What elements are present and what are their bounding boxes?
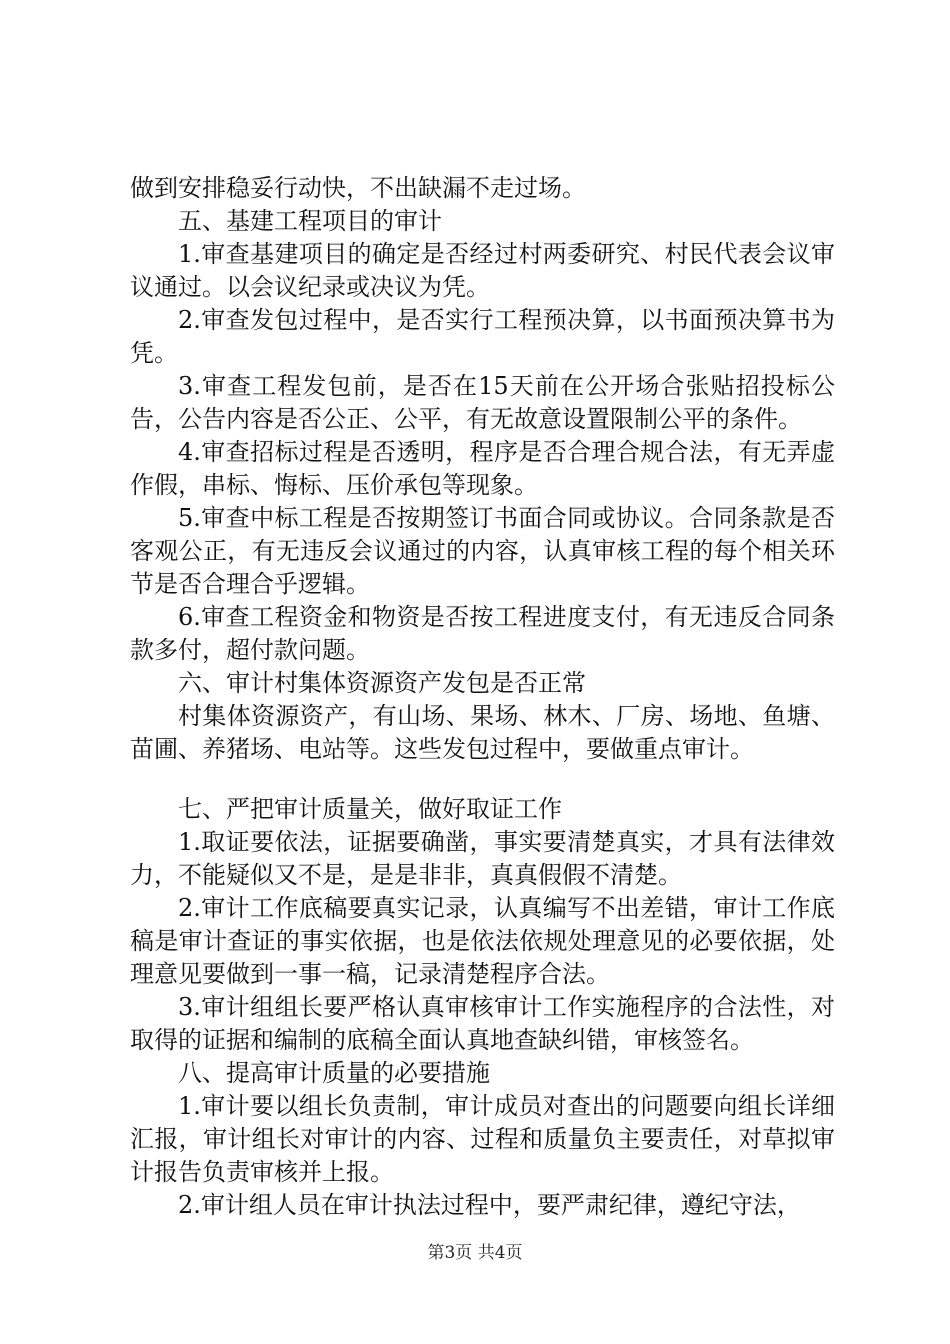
- paragraph-5-2: 2.审查发包过程中，是否实行工程预决算，以书面预决算书为凭。: [130, 306, 835, 367]
- paragraph-continuation: 做到安排稳妥行动快，不出缺漏不走过场。: [130, 174, 586, 202]
- paragraph-7-1: 1.取证要依法，证据要确凿，事实要清楚真实，才具有法律效力，不能疑似又不是，是是非非，真真假假不清楚。: [130, 828, 835, 889]
- paragraph-5-4: 4.审查招标过程是否透明，程序是否合理合规合法，有无弄虚作假，串标、悔标、压价承包等现象。: [130, 438, 835, 499]
- paragraph-8-2: 2.审计组人员在审计执法过程中，要严肃纪律，遵纪守法，: [178, 1191, 801, 1219]
- section-heading-7: 七、严把审计质量关，做好取证工作: [178, 795, 562, 823]
- paragraph-5-5: 5.审查中标工程是否按期签订书面合同或协议。合同条款是否客观公正，有无违反会议通过的内容，认真审核工程的每个相关环节是否合理合乎逻辑。: [130, 504, 835, 598]
- paragraph-7-2: 2.审计工作底稿要真实记录，认真编写不出差错，审计工作底稿是审计查证的事实依据，也是依法依规处理意见的必要依据，处理意见要做到一事一稿，记录清楚程序合法。: [130, 894, 835, 988]
- paragraph-7-3: 3.审计组组长要严格认真审核审计工作实施程序的合法性，对取得的证据和编制的底稿全面认真地查缺纠错，审核签名。: [130, 993, 835, 1054]
- section-heading-8: 八、提高审计质量的必要措施: [178, 1059, 490, 1087]
- paragraph-5-3: 3.审查工程发包前，是否在15天前在公开场合张贴招投标公告，公告内容是否公正、公平，有无故意设置限制公平的条件。: [130, 372, 835, 433]
- section-heading-5: 五、基建工程项目的审计: [178, 207, 442, 235]
- paragraph-8-1: 1.审计要以组长负责制，审计成员对查出的问题要向组长详细汇报，审计组长对审计的内容、过程和质量负主要责任，对草拟审计报告负责审核并上报。: [130, 1092, 835, 1186]
- paragraph-5-6: 6.审查工程资金和物资是否按工程进度支付，有无违反合同条款多付，超付款问题。: [130, 603, 835, 664]
- page-footer: 第3页 共4页: [427, 1243, 523, 1263]
- document-body: [130, 172, 835, 1222]
- paragraph-5-1: 1.审查基建项目的确定是否经过村两委研究、村民代表会议审议通过。以会议纪录或决议为凭。: [130, 240, 835, 301]
- section-heading-6: 六、审计村集体资源资产发包是否正常: [178, 669, 586, 697]
- paragraph-6-1: 村集体资源资产，有山场、果场、林木、厂房、场地、鱼塘、苗圃、养猪场、电站等。这些发包过程中，要做重点审计。: [130, 702, 835, 763]
